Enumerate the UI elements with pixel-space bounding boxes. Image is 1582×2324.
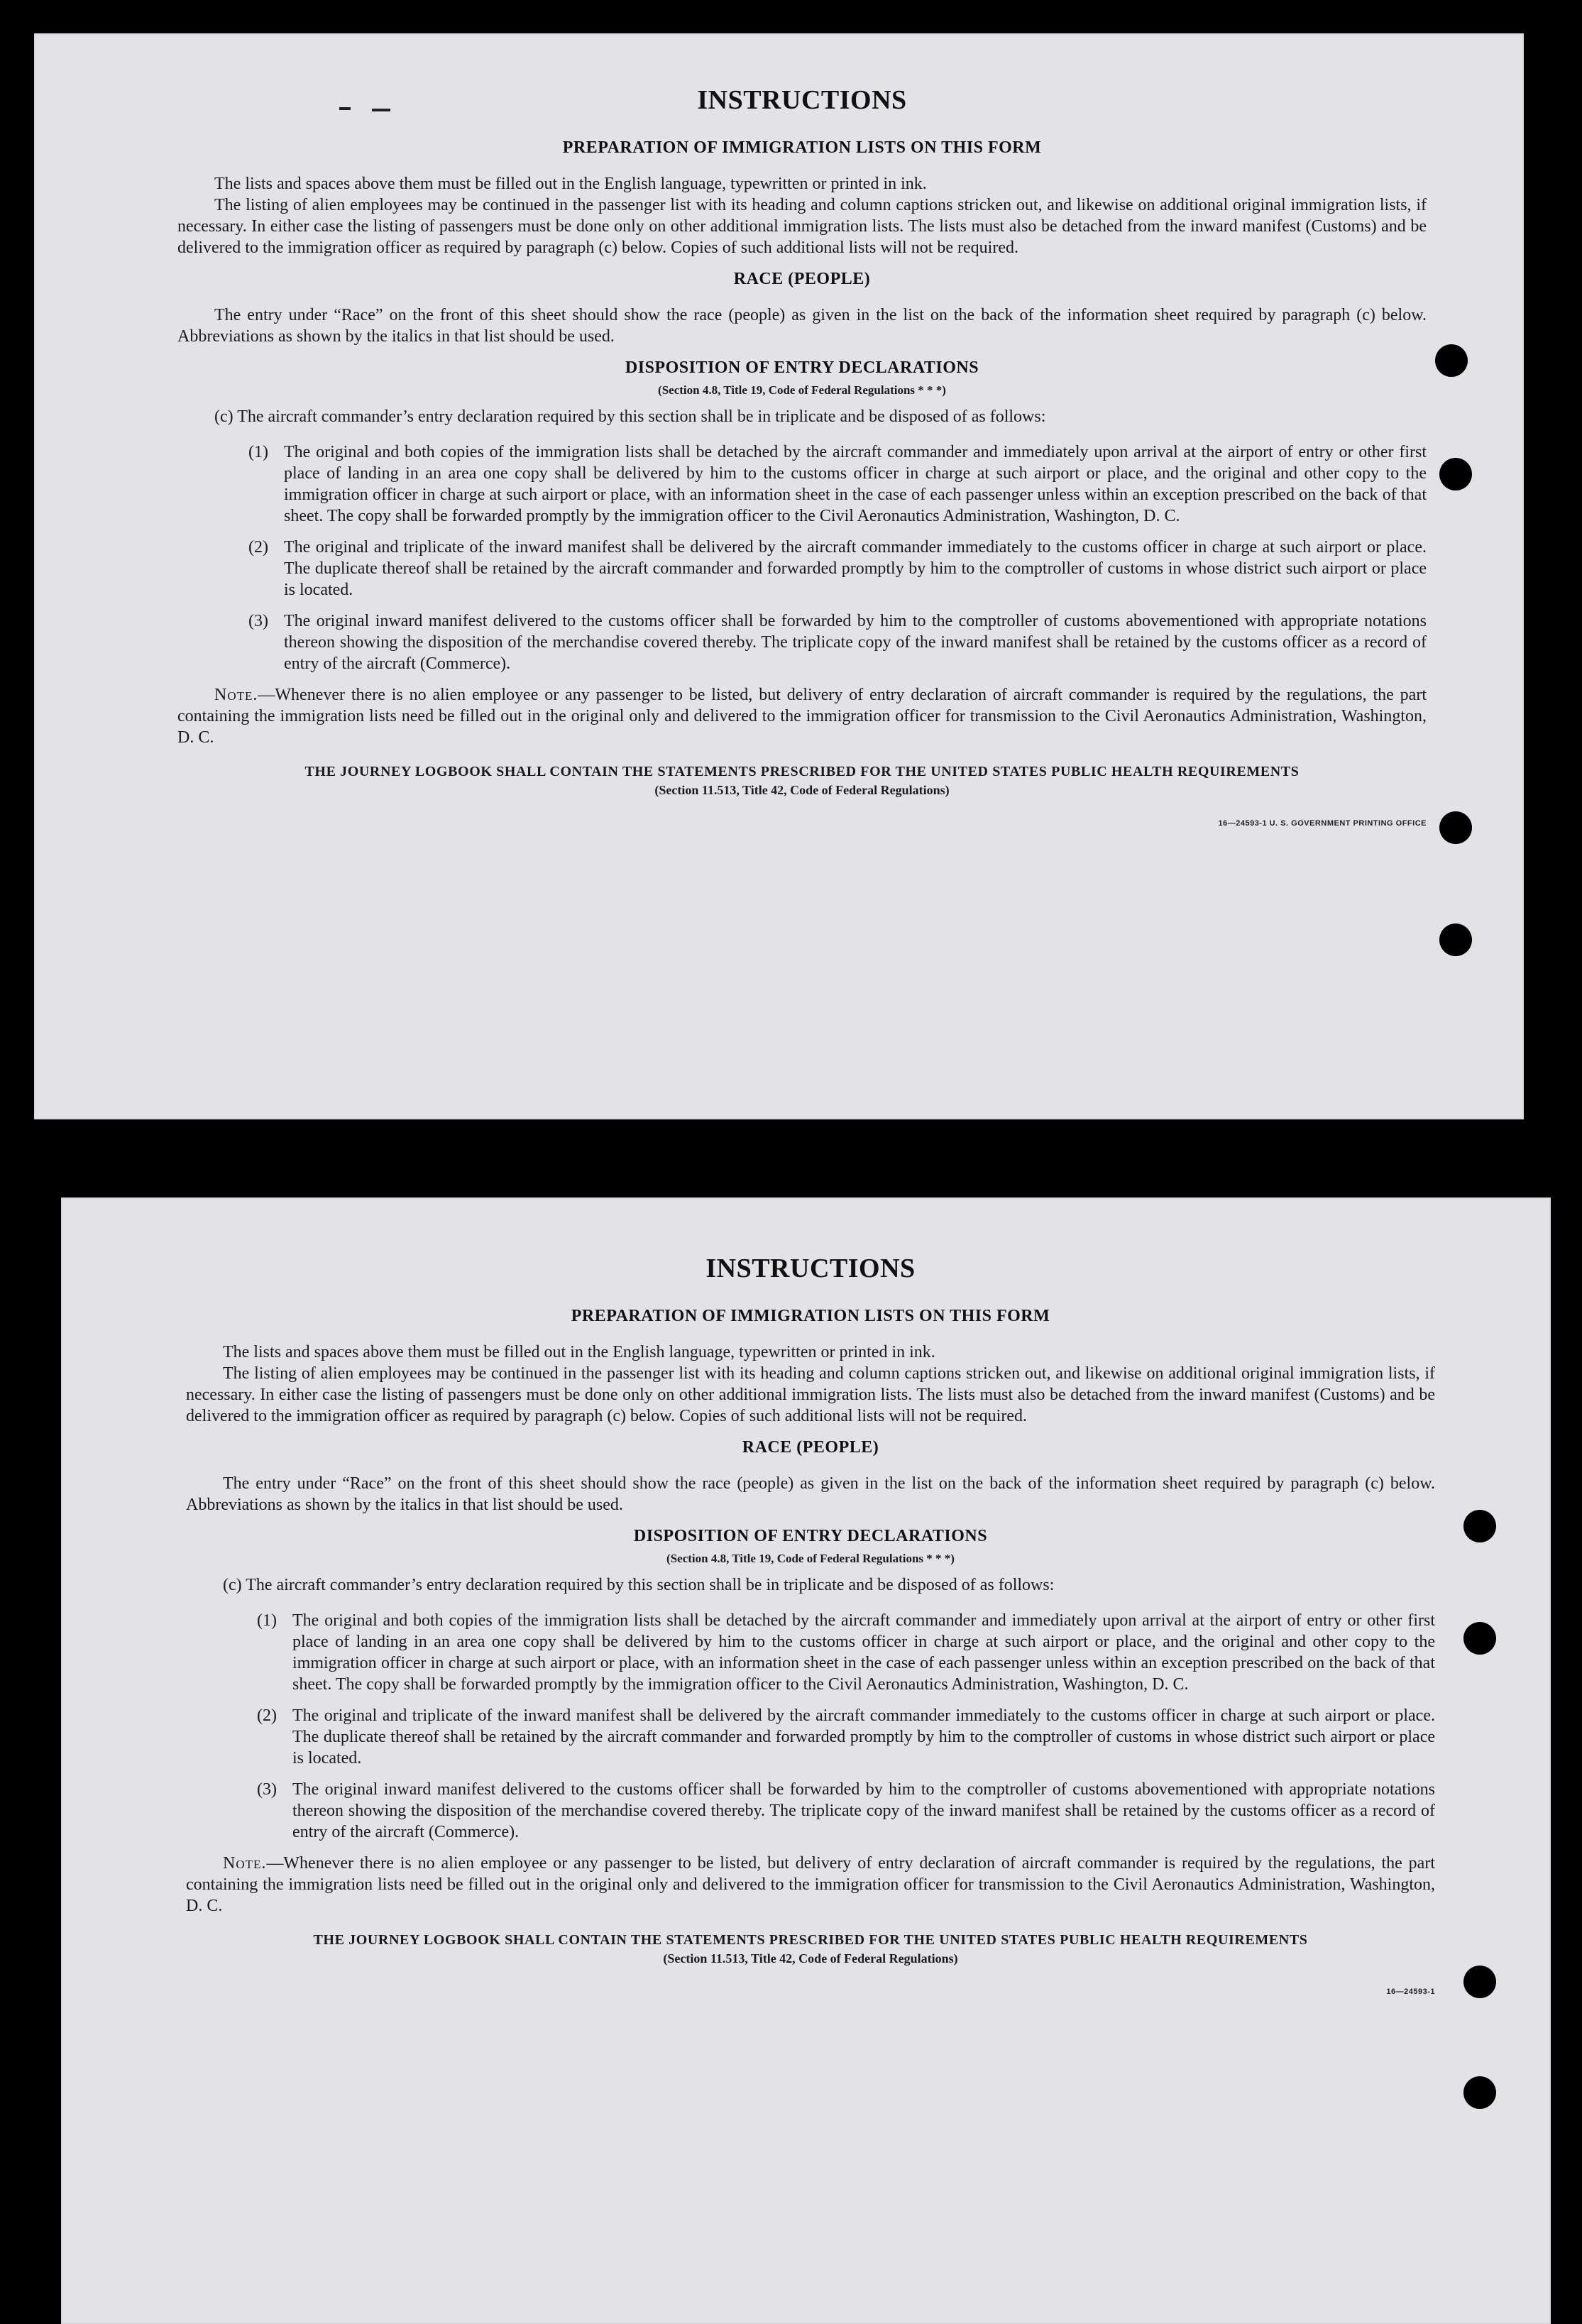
list-item-number: (2) [248, 538, 268, 557]
note-label: Note. [223, 1854, 267, 1873]
paragraph: The entry under “Race” on the front of this sheet should show the race (people) as given in the list on the back of the information sheet required by paragraph (c) below. Abbreviations as shown by the italics in that list should be used. [186, 1474, 1435, 1514]
note-text: —Whenever there is no alien employee or any passenger to be listed, but delivery of entry declaration of aircraft commander is required by the regulations, the part containing the immigration lists need be filled out in the original only and delivered to the immigration officer for transmission to the Civil Aeronautics Administration, Washington, D. C. [177, 686, 1427, 747]
journey-citation: (Section 11.513, Title 42, Code of Federal Regulations) [663, 1951, 958, 1966]
list-item-number: (3) [248, 612, 268, 630]
section-citation: (Section 4.8, Title 19, Code of Federal Regulations * * *) [658, 383, 946, 397]
paragraph-lead: (c) The aircraft commander’s entry declaration required by this section shall be in triplicate and be disposed of as follows: [214, 407, 1046, 426]
journey-logbook-statement: THE JOURNEY LOGBOOK SHALL CONTAIN THE STATEMENTS PRESCRIBED FOR THE UNITED STATES PUBLIC HEALTH REQUIREMENTS [313, 1932, 1308, 1948]
punch-hole [1439, 458, 1472, 490]
journey-logbook-statement: THE JOURNEY LOGBOOK SHALL CONTAIN THE STATEMENTS PRESCRIBED FOR THE UNITED STATES PUBLIC HEALTH REQUIREMENTS [304, 764, 1300, 779]
note-paragraph [177, 684, 1427, 748]
section-citation: (Section 4.8, Title 19, Code of Federal Regulations * * *) [666, 1552, 955, 1565]
paragraph: The entry under “Race” on the front of this sheet should show the race (people) as given in the list on the back of the information sheet required by paragraph (c) below. Abbreviations as shown by the italics in that list should be used. [177, 306, 1427, 346]
note-text: —Whenever there is no alien employee or any passenger to be listed, but delivery of entry declaration of aircraft commander is required by the regulations, the part containing the immigration lists need be filled out in the original only and delivered to the immigration officer for transmission to the Civil Aeronautics Administration, Washington, D. C. [186, 1854, 1435, 1915]
journey-citation: (Section 11.513, Title 42, Code of Federal Regulations) [654, 783, 950, 797]
note-label: Note. [214, 686, 258, 704]
section-heading-disposition: DISPOSITION OF ENTRY DECLARATIONS [633, 1527, 988, 1545]
list-item [257, 1610, 1435, 1695]
paragraph: The lists and spaces above them must be filled out in the English language, typewritten or printed in ink. [223, 1343, 935, 1361]
list-item [248, 610, 1427, 674]
list-item [257, 1779, 1435, 1843]
punch-hole [1463, 2076, 1496, 2109]
paragraph: The lists and spaces above them must be filled out in the English language, typewritten or printed in ink. [214, 175, 927, 193]
printer-imprint: 16—24593-1 U. S. GOVERNMENT PRINTING OFFICE [1218, 819, 1427, 828]
paragraph: The listing of alien employees may be continued in the passenger list with its heading and column captions stricken out, and likewise on additional original immigration lists, if necessary. In either case the listing of passengers must be done only on other additional immigration lists. The lists must also be detached from the inward manifest (Customs) and be delivered to the immigration officer as required by paragraph (c) below. Copies of such additional lists will not be required. [177, 196, 1427, 257]
note-paragraph [186, 1853, 1435, 1917]
punch-hole [1463, 1510, 1496, 1542]
paragraph-lead: (c) The aircraft commander’s entry declaration required by this section shall be in triplicate and be disposed of as follows: [223, 1576, 1055, 1594]
list-item-text: The original and both copies of the immigration lists shall be detached by the aircraft commander and immediately upon arrival at the airport of entry or other first place of landing in an area one copy shall be delivered by him to the customs officer in charge at such airport or place, and the original and other copy to the immigration officer in charge at such airport or place, with an information sheet in the case of each passenger unless within an exception prescribed on the back of that sheet. The copy shall be forwarded promptly by the immigration officer to the Civil Aeronautics Administration, Washington, D. C. [284, 443, 1427, 525]
list-item-number: (1) [257, 1611, 277, 1630]
page-content [186, 1253, 1435, 1996]
section-heading-race: RACE (PEOPLE) [733, 270, 871, 288]
punch-hole [1435, 344, 1468, 377]
list-item-text: The original and triplicate of the inward manifest shall be delivered by the aircraft commander immediately to the customs officer in charge at such airport or place. The duplicate thereof shall be retained by the aircraft commander and forwarded promptly by him to the comptroller of customs in whose district such airport or place is located. [292, 1706, 1435, 1767]
list-item [257, 1705, 1435, 1769]
punch-hole [1463, 1966, 1496, 1998]
punch-hole [1463, 1622, 1496, 1655]
punch-hole [1439, 923, 1472, 956]
punch-hole [1439, 811, 1472, 844]
instruction-sheet-bottom [61, 1197, 1551, 2324]
list-item-text: The original and triplicate of the inward manifest shall be delivered by the aircraft commander immediately to the customs officer in charge at such airport or place. The duplicate thereof shall be retained by the aircraft commander and forwarded promptly by him to the comptroller of customs in whose district such airport or place is located. [284, 538, 1427, 599]
list-item-number: (3) [257, 1780, 277, 1799]
section-heading-race: RACE (PEOPLE) [742, 1438, 879, 1457]
list-item-text: The original and both copies of the immigration lists shall be detached by the aircraft commander and immediately upon arrival at the airport of entry or other first place of landing in an area one copy shall be delivered by him to the customs officer in charge at such airport or place, and the original and other copy to the immigration officer in charge at such airport or place, with an information sheet in the case of each passenger unless within an exception prescribed on the back of that sheet. The copy shall be forwarded promptly by the immigration officer to the Civil Aeronautics Administration, Washington, D. C. [292, 1611, 1435, 1694]
list-item [248, 537, 1427, 601]
printer-imprint: 16—24593-1 [1386, 1988, 1435, 1996]
section-heading-preparation: PREPARATION OF IMMIGRATION LISTS ON THIS FORM [571, 1307, 1050, 1325]
instruction-sheet-top [34, 33, 1524, 1119]
section-heading-preparation: PREPARATION OF IMMIGRATION LISTS ON THIS FORM [562, 138, 1042, 157]
list-item-text: The original inward manifest delivered to the customs officer shall be forwarded by him to the comptroller of customs abovementioned with appropriate notations thereon showing the disposition of the merchandise covered thereby. The triplicate copy of the inward manifest shall be retained by the customs officer as a record of entry of the aircraft (Commerce). [284, 612, 1427, 673]
list-item-text: The original inward manifest delivered to the customs officer shall be forwarded by him to the comptroller of customs abovementioned with appropriate notations thereon showing the disposition of the merchandise covered thereby. The triplicate copy of the inward manifest shall be retained by the customs officer as a record of entry of the aircraft (Commerce). [292, 1780, 1435, 1841]
list-item-number: (1) [248, 443, 268, 461]
page-title: INSTRUCTIONS [697, 85, 907, 115]
page-content [177, 84, 1427, 828]
list-item [248, 442, 1427, 527]
paragraph: The listing of alien employees may be continued in the passenger list with its heading and column captions stricken out, and likewise on additional original immigration lists, if necessary. In either case the listing of passengers must be done only on other additional immigration lists. The lists must also be detached from the inward manifest (Customs) and be delivered to the immigration officer as required by paragraph (c) below. Copies of such additional lists will not be required. [186, 1364, 1435, 1425]
list-item-number: (2) [257, 1706, 277, 1725]
section-heading-disposition: DISPOSITION OF ENTRY DECLARATIONS [625, 358, 979, 377]
page-title: INSTRUCTIONS [705, 1254, 916, 1283]
